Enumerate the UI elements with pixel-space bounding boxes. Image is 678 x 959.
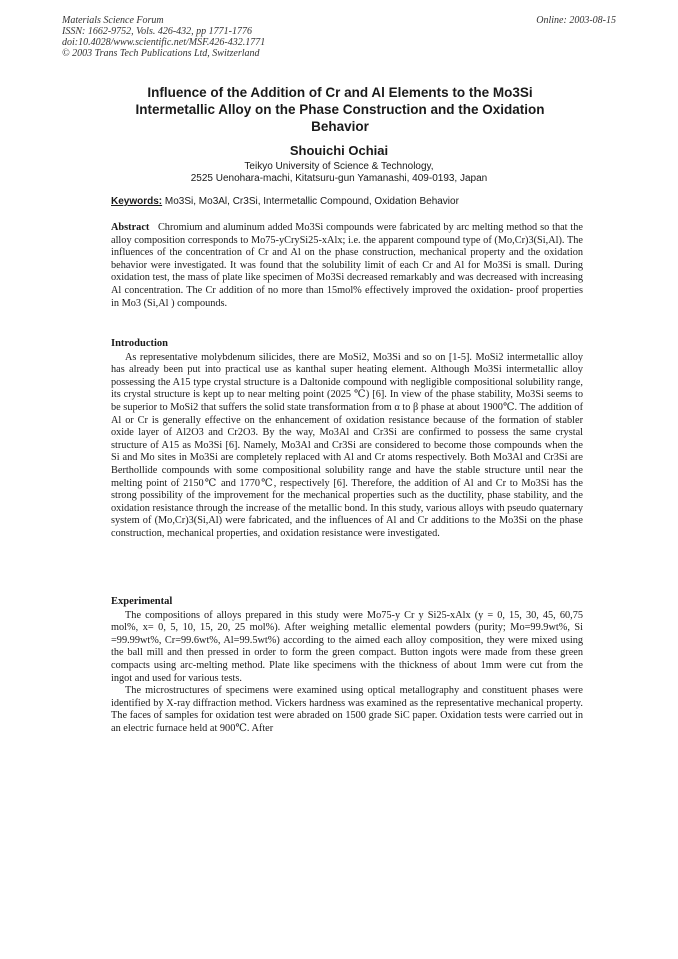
doi-line: doi:10.4028/www.scientific.net/MSF.426-432.1771 bbox=[62, 37, 266, 48]
keywords-text: Mo3Si, Mo3Al, Cr3Si, Intermetallic Compound, Oxidation Behavior bbox=[164, 196, 459, 207]
abstract-label: Abstract bbox=[111, 222, 150, 233]
affiliation-line-1: Teikyo University of Science & Technology, bbox=[244, 161, 434, 172]
experimental-heading: Experimental bbox=[111, 596, 173, 607]
introduction-section bbox=[111, 338, 583, 541]
author-name: Shouichi Ochiai bbox=[289, 143, 389, 158]
introduction-heading: Introduction bbox=[111, 338, 168, 349]
abstract-section bbox=[111, 222, 583, 310]
citation-header bbox=[62, 15, 265, 59]
abstract-text: Chromium and aluminum added Mo3Si compounds were fabricated by arc melting method so that the alloy composition corresponds to Mo75-yCrySi25-xAlx; i.e. the apparent compound type of (Mo,Cr)3(Si,Al). The influences of the concentration of Cr and Al on the phase construction, mechanical property and the oxidation behavior were investigated. It was found that the solubility limit of each Cr and Al for Mo3Si is small. During oxidation test, the mass of plate like specimen of Mo3Si decreased remarkably and was decreased with increasing Al concentration. The Cr addition of no more than 15mol% effectively improved the oxidation- proof properties in Mo3 (Si,Al ) compounds. bbox=[111, 222, 583, 309]
keywords-label: Keywords: bbox=[111, 196, 163, 207]
issn-line: ISSN: 1662-9752, Vols. 426-432, pp 1771-1776 bbox=[62, 26, 252, 37]
online-date: Online: 2003-08-15 bbox=[536, 15, 616, 26]
introduction-paragraph: As representative molybdenum silicides, there are MoSi2, Mo3Si and so on [1-5]. MoSi2 intermetallic alloy has already been put into practical use as kanthal super heating element. Although Mo3Si intermetallic alloy possessing the A15 type crystal structure is a Daltonide compound with negligible compositional solubility range, its crystal structure is kept up to near melting point (2025 ℃) [6]. In view of the phase stability, Mo3Si seems to be superior to MoSi2 that suffers the solid state transformation from α to β phase at about 1900℃. The addition of Al or Cr is generally effective on the enhancement of oxidation resistance because of the formation of stabler oxide layer of Al2O3 and Cr2O3. By the way, Mo3Al and Cr3Si are confirmed to possess the same crystal structure of A15 as Mo3Si [6]. Namely, Mo3Al and Cr3Si are considered to become those compounds when the Si and Mo sites in Mo3Si are completely replaced with Al and Cr atoms respectively. Both Mo3Al and Cr3Si are Berthollide compounds with some compositional solubility range and have the stable structure until near the melting point of 2150℃ and 1770℃, respectively [6]. Therefore, the addition of Al and Cr to Mo3Si has the strong possibility of the improvement for the mechanical properties such as the ductility, phase stability, and the oxidation resistance through the increase of the metallic bond. In this study, various alloys with pseudo quaternary system of (Mo,Cr)3(Si,Al) were fabricated, and the influences of Al and Cr additions to the Mo3Si on the phase construction, mechanical properties, and oxidation resistance were investigated. bbox=[111, 351, 583, 539]
experimental-paragraph-1: The compositions of alloys prepared in this study were Mo75-y Cr y Si25-xAlx (y = 0, 15, 30, 45, 60,75 mol%, x= 0, 5, 10, 15, 20, 25 mol%). After weighing metallic elemental powders (purity; Mo=99.9wt%, Si =99.99wt%, Cr=99.6wt%, Al=99.5wt%) according to the aimed each alloy composition, they were mixed using the ball mill and then pressed in order to form the green compact. Button ingots were made from these green compacts using arc-melting method. Plate like specimens with the thickness of about 1mm were cut from the ingot and used for various tests. bbox=[111, 609, 583, 684]
keywords-line bbox=[111, 196, 581, 207]
affiliation-line-2: 2525 Uenohara-machi, Kitatsuru-gun Yamanashi, 409-0193, Japan bbox=[190, 173, 488, 184]
journal-name: Materials Science Forum bbox=[62, 15, 164, 26]
copyright-line: © 2003 Trans Tech Publications Ltd, Switzerland bbox=[62, 48, 260, 59]
experimental-paragraph-2: The microstructures of specimens were examined using optical metallography and constituent phases were identified by X-ray diffraction method. Vickers hardness was examined as the representative mechanical property. The faces of samples for oxidation test were abraded on 1500 grade SiC paper. Oxidation tests were carried out in an electric furnace held at 900℃. After bbox=[111, 685, 583, 734]
paper-title: Influence of the Addition of Cr and Al Elements to the Mo3Si Intermetallic Alloy on the Phase Construction and the Oxidation Behavior bbox=[135, 85, 545, 134]
affiliation bbox=[0, 161, 678, 185]
experimental-section bbox=[111, 596, 583, 736]
